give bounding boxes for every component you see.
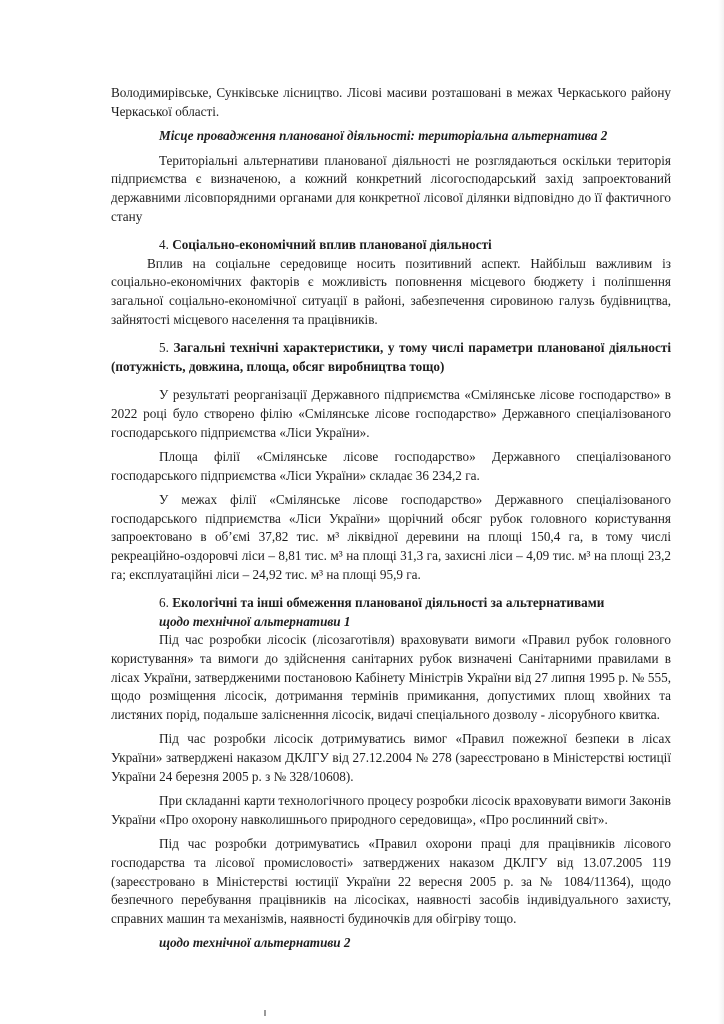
paragraph-location-continued: Володимирівське, Сунківське лісництво. Лісові масиви розташовані в межах Черкаського району Черкаської області. — [111, 85, 671, 119]
section-6-title: Екологічні та інші обмеження планованої діяльності за альтернативами — [172, 595, 605, 611]
paragraph-harvest-volume: У межах філії «Смілянське лісове господарство» Державного спеціалізованого господарського підприємства «Ліси України» щорічний обсяг рубок головного користування запроектовано в об’ємі 37,82 тис. м³ ліквідної деревини на площі 150,4 га, в тому числі рекреаційно-оздоровчі ліси – 8,81 тис. м³ на площі 31,3 га, захисні ліси – 4,09 тис. м³ на площі 23,2 га; експлуатаційні ліси – 24,92 тис. м³ на площі 95,9 га. — [111, 492, 671, 582]
section-5-heading — [111, 339, 671, 376]
paragraph-social-economic: Вплив на соціальне середовище носить позитивний аспект. Найбільш важливим із соціально-економічних факторів є можливість поповнення місцевого бюджету і поліпшення загальної соціально-економічної ситуації в районі, забезпечення сировиною галузь будівництва, зайнятості місцевого населення та працівників. — [111, 255, 671, 327]
paragraph-environment-laws: При складанні карти технологічного процесу розробки лісосік враховувати вимоги Законів України «Про охорону навколишнього природного середовища», «Про рослинний світ». — [111, 793, 671, 827]
section-6-heading — [111, 594, 671, 613]
section-4-heading — [111, 236, 671, 255]
heading-territorial-alternative-2: Місце провадження планованої діяльності: територіальна альтернатива 2 — [159, 128, 608, 144]
section-4-title: Соціально-економічний вплив планованої діяльності — [172, 237, 492, 253]
section-6-number: 6. — [159, 595, 173, 611]
paragraph-area: Площа філії «Смілянське лісове господарство» Державного спеціалізованого господарського підприємства «Ліси України» складає 36 234,2 га. — [111, 449, 671, 483]
paragraph-reorganization: У результаті реорганізації Державного підприємства «Смілянське лісове господарство» в 2022 році було створено філію «Смілянське лісове господарство» Державного спеціалізованого господарського підприємства «Ліси України». — [111, 387, 671, 440]
document-body — [111, 84, 671, 953]
section-5-number: 5. — [159, 340, 174, 356]
scan-edge-shadow — [718, 0, 724, 1024]
subheading-technical-alternative-1: щодо технічної альтернативи 1 — [159, 613, 351, 629]
paragraph-logging-rules: Під час розробки лісосік (лісозаготівля) враховувати вимоги «Правил рубок головного користування» та вимоги до здійснення санітарних рубок визначені Санітарними правилами в лісах України, затвердженими постановою Кабінету Міністрів України від 27 липня 1995 р. № 555, щодо розміщення лісосік, дотримання термінів примикання, допустимих площ хвойних та листяних порід, подальше залісненння лісосік, видачі спеціального дозволу - лісорубного квитка. — [111, 632, 671, 722]
subheading-technical-alternative-2: щодо технічної альтернативи 2 — [159, 935, 351, 951]
scan-mark — [264, 1010, 266, 1016]
section-4-number: 4. — [159, 237, 173, 253]
section-5-title: Загальні технічні характеристики, у тому числі параметри планованої діяльності (потужність, довжина, площа, обсяг виробництва тощо) — [111, 340, 671, 374]
paragraph-fire-safety: Під час розробки лісосік дотримуватись вимог «Правил пожежної безпеки в лісах України» затверджені наказом ДКЛГУ від 27.12.2004 № 278 (зареєстровано в Міністерстві юстиції України 24 березня 2005 р. з № 328/10608). — [111, 731, 671, 784]
paragraph-labor-safety: Під час розробки дотримуватись «Правил охорони праці для працівників лісового господарства та лісової промисловості» затверджених наказом ДКЛГУ від 13.07.2005 119 (зареєстровано в Міністерстві юстиції України 22 вересня 2005 р. за № 1084/11364), щодо безпечного перебування працівників на лісосіках, наявності засобів індивідуального захисту, справних машин та механізмів, наявності будиночків для обігріву тощо. — [111, 836, 671, 926]
paragraph-territorial-alternatives: Територіальні альтернативи планованої діяльності не розглядаються оскільки територія підприємства є визначеною, а кожний конкретний лісогосподарський захід запроектований державними лісовпорядними органами для конкретної лісової ділянки відповідно до її фактичного стану — [111, 152, 671, 224]
